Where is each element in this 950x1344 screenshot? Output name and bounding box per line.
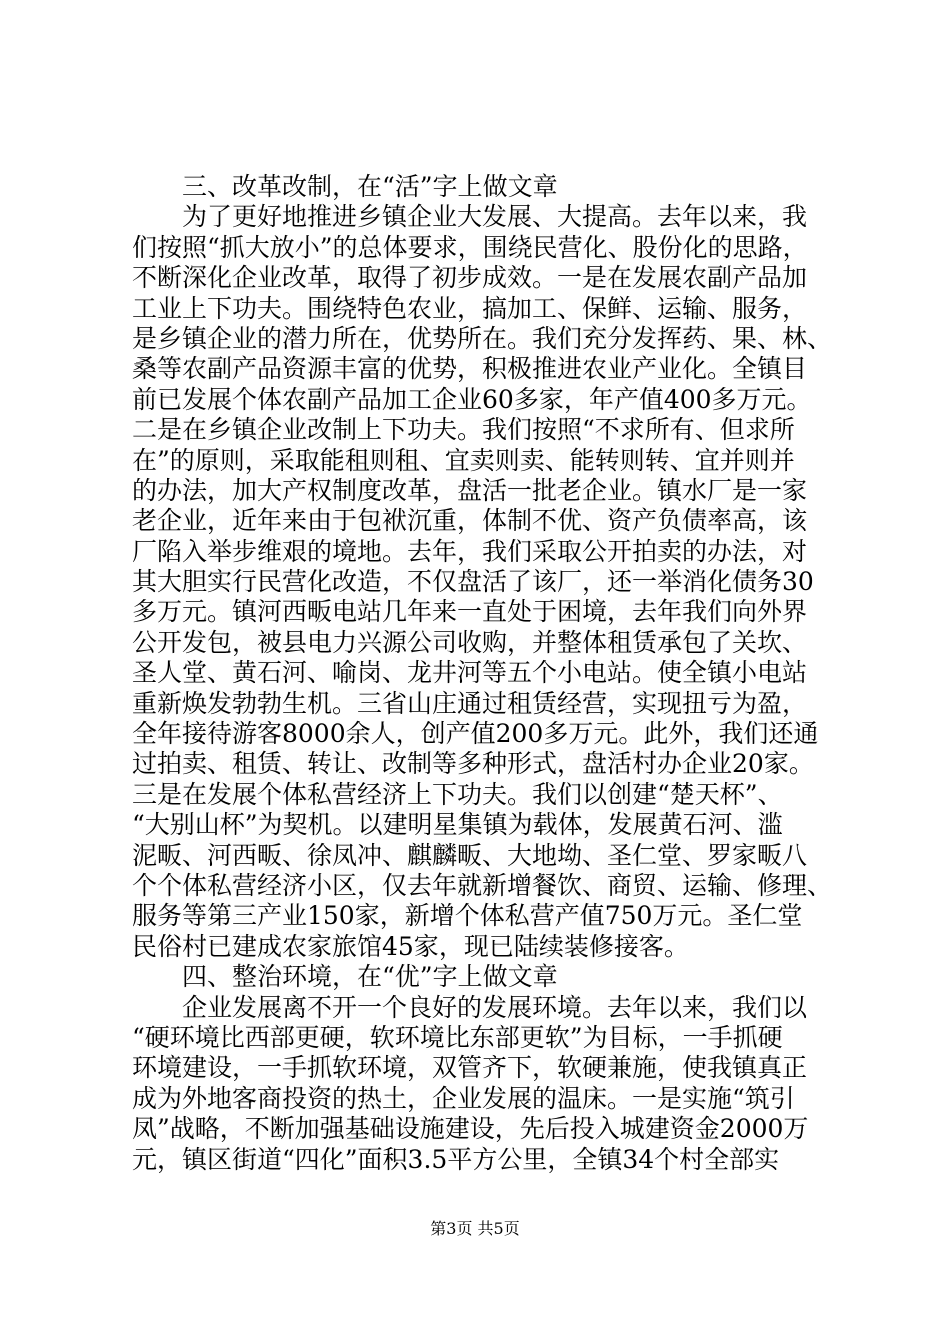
- text-line: 元，镇区街道“四化”面积3.5平方公里，全镇34个村全部实: [132, 1144, 780, 1174]
- text-line: 桑等农副产品资源丰富的优势，积极推进农业产业化。全镇目: [132, 354, 808, 384]
- text-line: 过拍卖、租赁、转让、改制等多种形式，盘活村办企业20家。: [132, 749, 814, 779]
- text-line: 凤”战略，不断加强基础设施建设，先后投入城建资金2000万: [132, 1114, 809, 1144]
- text-line: 三、改革改制，在“活”字上做文章: [182, 172, 558, 201]
- text-line: 重新焕发勃勃生机。三省山庄通过租赁经营，实现扭亏为盈，: [132, 688, 808, 718]
- text-line: 公开发包，被县电力兴源公司收购，并整体租赁承包了关坎、: [132, 627, 808, 657]
- text-line: 前已发展个体农副产品加工企业60多家，年产值400多万元。: [132, 384, 812, 414]
- text-line: 个个体私营经济小区，仅去年就新增餐饮、商贸、运输、修理、: [132, 870, 833, 900]
- text-line: 全年接待游客8000余人，创产值200多万元。此外，我们还通: [132, 719, 819, 749]
- text-line: 多万元。镇河西畈电站几年来一直处于困境，去年我们向外界: [132, 597, 808, 627]
- text-line: 厂陷入举步维艰的境地。去年，我们采取公开拍卖的办法，对: [132, 536, 808, 566]
- text-line: 三是在发展个体私营经济上下功夫。我们以创建“楚天杯”、: [132, 779, 783, 809]
- text-line: 四、整治环境，在“优”字上做文章: [182, 962, 558, 992]
- text-line: 工业上下功夫。围绕特色农业，搞加工、保鲜、运输、服务，: [132, 293, 808, 323]
- text-line: 圣人堂、黄石河、喻岗、龙井河等五个小电站。使全镇小电站: [132, 658, 808, 688]
- text-line: 老企业，近年来由于包袱沉重，体制不优、资产负债率高，该: [132, 506, 808, 536]
- text-line: 二是在乡镇企业改制上下功夫。我们按照“不求所有、但求所: [132, 415, 795, 445]
- text-line: 环境建设，一手抓软环境，双管齐下，软硬兼施，使我镇真正: [132, 1053, 808, 1083]
- text-line: 其大胆实行民营化改造，不仅盘活了该厂，还一举消化债务30: [132, 567, 814, 597]
- text-line: 为了更好地推进乡镇企业大发展、大提高。去年以来，我: [182, 202, 808, 232]
- document-body: [132, 172, 852, 1175]
- text-line: 民俗村已建成农家旅馆45家，现已陆续装修接客。: [132, 931, 689, 961]
- text-line: 服务等第三产业150家，新增个体私营产值750万元。圣仁堂: [132, 901, 803, 931]
- page-number-footer: 第3页 共5页: [430, 1219, 520, 1238]
- text-line: “大别山杯”为契机。以建明星集镇为载体，发展黄石河、滥: [132, 810, 783, 840]
- text-line: 企业发展离不开一个良好的发展环境。去年以来，我们以: [182, 992, 808, 1022]
- text-line: 的办法，加大产权制度改革，盘活一批老企业。镇水厂是一家: [132, 475, 808, 505]
- text-line: 在”的原则，采取能租则租、宜卖则卖、能转则转、宜并则并: [132, 445, 795, 475]
- text-line: 是乡镇企业的潜力所在，优势所在。我们充分发挥药、果、林、: [132, 323, 833, 353]
- text-line: 不断深化企业改革，取得了初步成效。一是在发展农副产品加: [132, 263, 808, 293]
- text-line: 们按照“抓大放小”的总体要求，围绕民营化、股份化的思路，: [132, 232, 808, 262]
- text-line: “硬环境比西部更硬，软环境比东部更软”为目标，一手抓硬: [132, 1022, 783, 1052]
- text-line: 成为外地客商投资的热土，企业发展的温床。一是实施“筑引: [132, 1083, 795, 1113]
- text-line: 泥畈、河西畈、徐凤冲、麒麟畈、大地坳、圣仁堂、罗家畈八: [132, 840, 808, 870]
